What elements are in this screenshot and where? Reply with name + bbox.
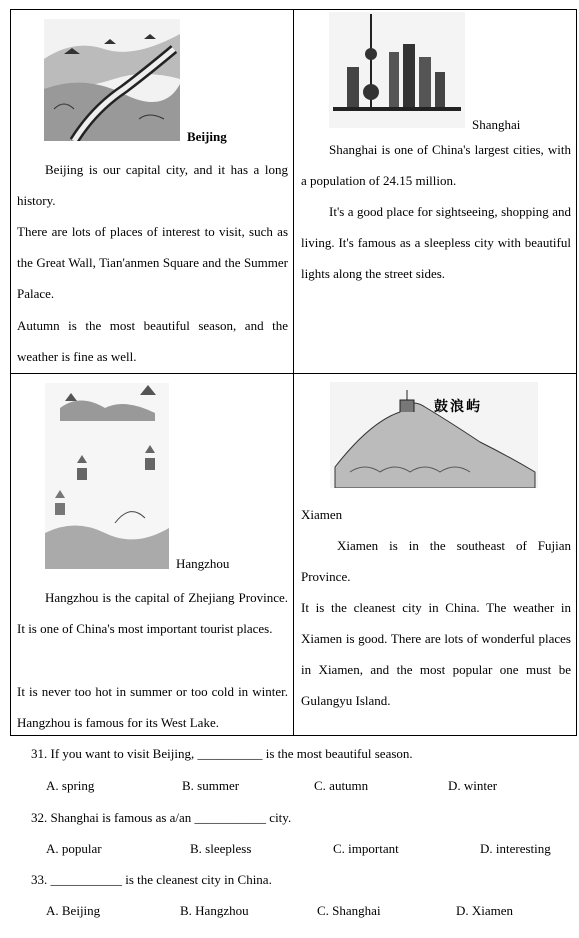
- question-31-option-a: A. spring: [46, 778, 95, 793]
- question-31-option-d: D. winter: [448, 778, 498, 793]
- hangzhou-paragraph-2: It is never too hot in summer or too cold in winter. Hangzhou is famous for its West Lake.: [17, 684, 288, 730]
- hangzhou-caption: Hangzhou: [176, 556, 230, 571]
- question-31: 31. If you want to visit Beijing, __________ is the most beautiful season.: [31, 746, 413, 761]
- question-31-option-b: B. summer: [182, 778, 240, 793]
- xiamen-paragraph-2: It is the cleanest city in China. The weather in Xiamen is good. There are lots of wonderful places in Xiamen, and the most popular one must be Gulangyu Island.: [301, 600, 571, 708]
- beijing-paragraph-3: Autumn is the most beautiful season, and the weather is fine as well.: [17, 318, 288, 364]
- xiamen-caption: Xiamen: [301, 507, 343, 522]
- shanghai-skyline-illustration: [329, 12, 465, 128]
- question-32-option-c: C. important: [333, 841, 399, 856]
- west-lake-illustration: [45, 383, 169, 569]
- question-32-option-b: B. sleepless: [190, 841, 252, 856]
- shanghai-paragraph-1: Shanghai is one of China's largest cities, with a population of 24.15 million.: [301, 142, 571, 188]
- shanghai-caption: Shanghai: [472, 117, 521, 132]
- question-33-option-d: D. Xiamen: [456, 903, 514, 918]
- great-wall-illustration: [44, 19, 180, 141]
- xiamen-paragraph-1: Xiamen is in the southeast of Fujian Province.: [301, 538, 571, 584]
- question-33-option-c: C. Shanghai: [317, 903, 381, 918]
- gulangyu-sign: 鼓浪屿: [434, 399, 482, 415]
- question-32: 32. Shanghai is famous as a/an ___________ city.: [31, 810, 292, 825]
- beijing-paragraph-1: Beijing is our capital city, and it has a long history.: [17, 162, 288, 208]
- beijing-caption: Beijing: [187, 129, 227, 144]
- question-33-option-a: A. Beijing: [46, 903, 101, 918]
- hangzhou-paragraph-1: Hangzhou is the capital of Zhejiang Province. It is one of China's most important tourist places.: [17, 590, 288, 636]
- row-divider: [10, 373, 577, 374]
- shanghai-paragraph-2: It's a good place for sightseeing, shopping and living. It's famous as a sleepless city with beautiful lights along the street sides.: [301, 204, 571, 281]
- question-32-option-d: D. interesting: [480, 841, 551, 856]
- question-33-option-b: B. Hangzhou: [180, 903, 249, 918]
- question-33: 33. ___________ is the cleanest city in China.: [31, 872, 272, 887]
- question-31-option-c: C. autumn: [314, 778, 369, 793]
- question-32-option-a: A. popular: [46, 841, 102, 856]
- beijing-paragraph-2: There are lots of places of interest to visit, such as the Great Wall, Tian'anmen Square and the Summer Palace.: [17, 224, 288, 301]
